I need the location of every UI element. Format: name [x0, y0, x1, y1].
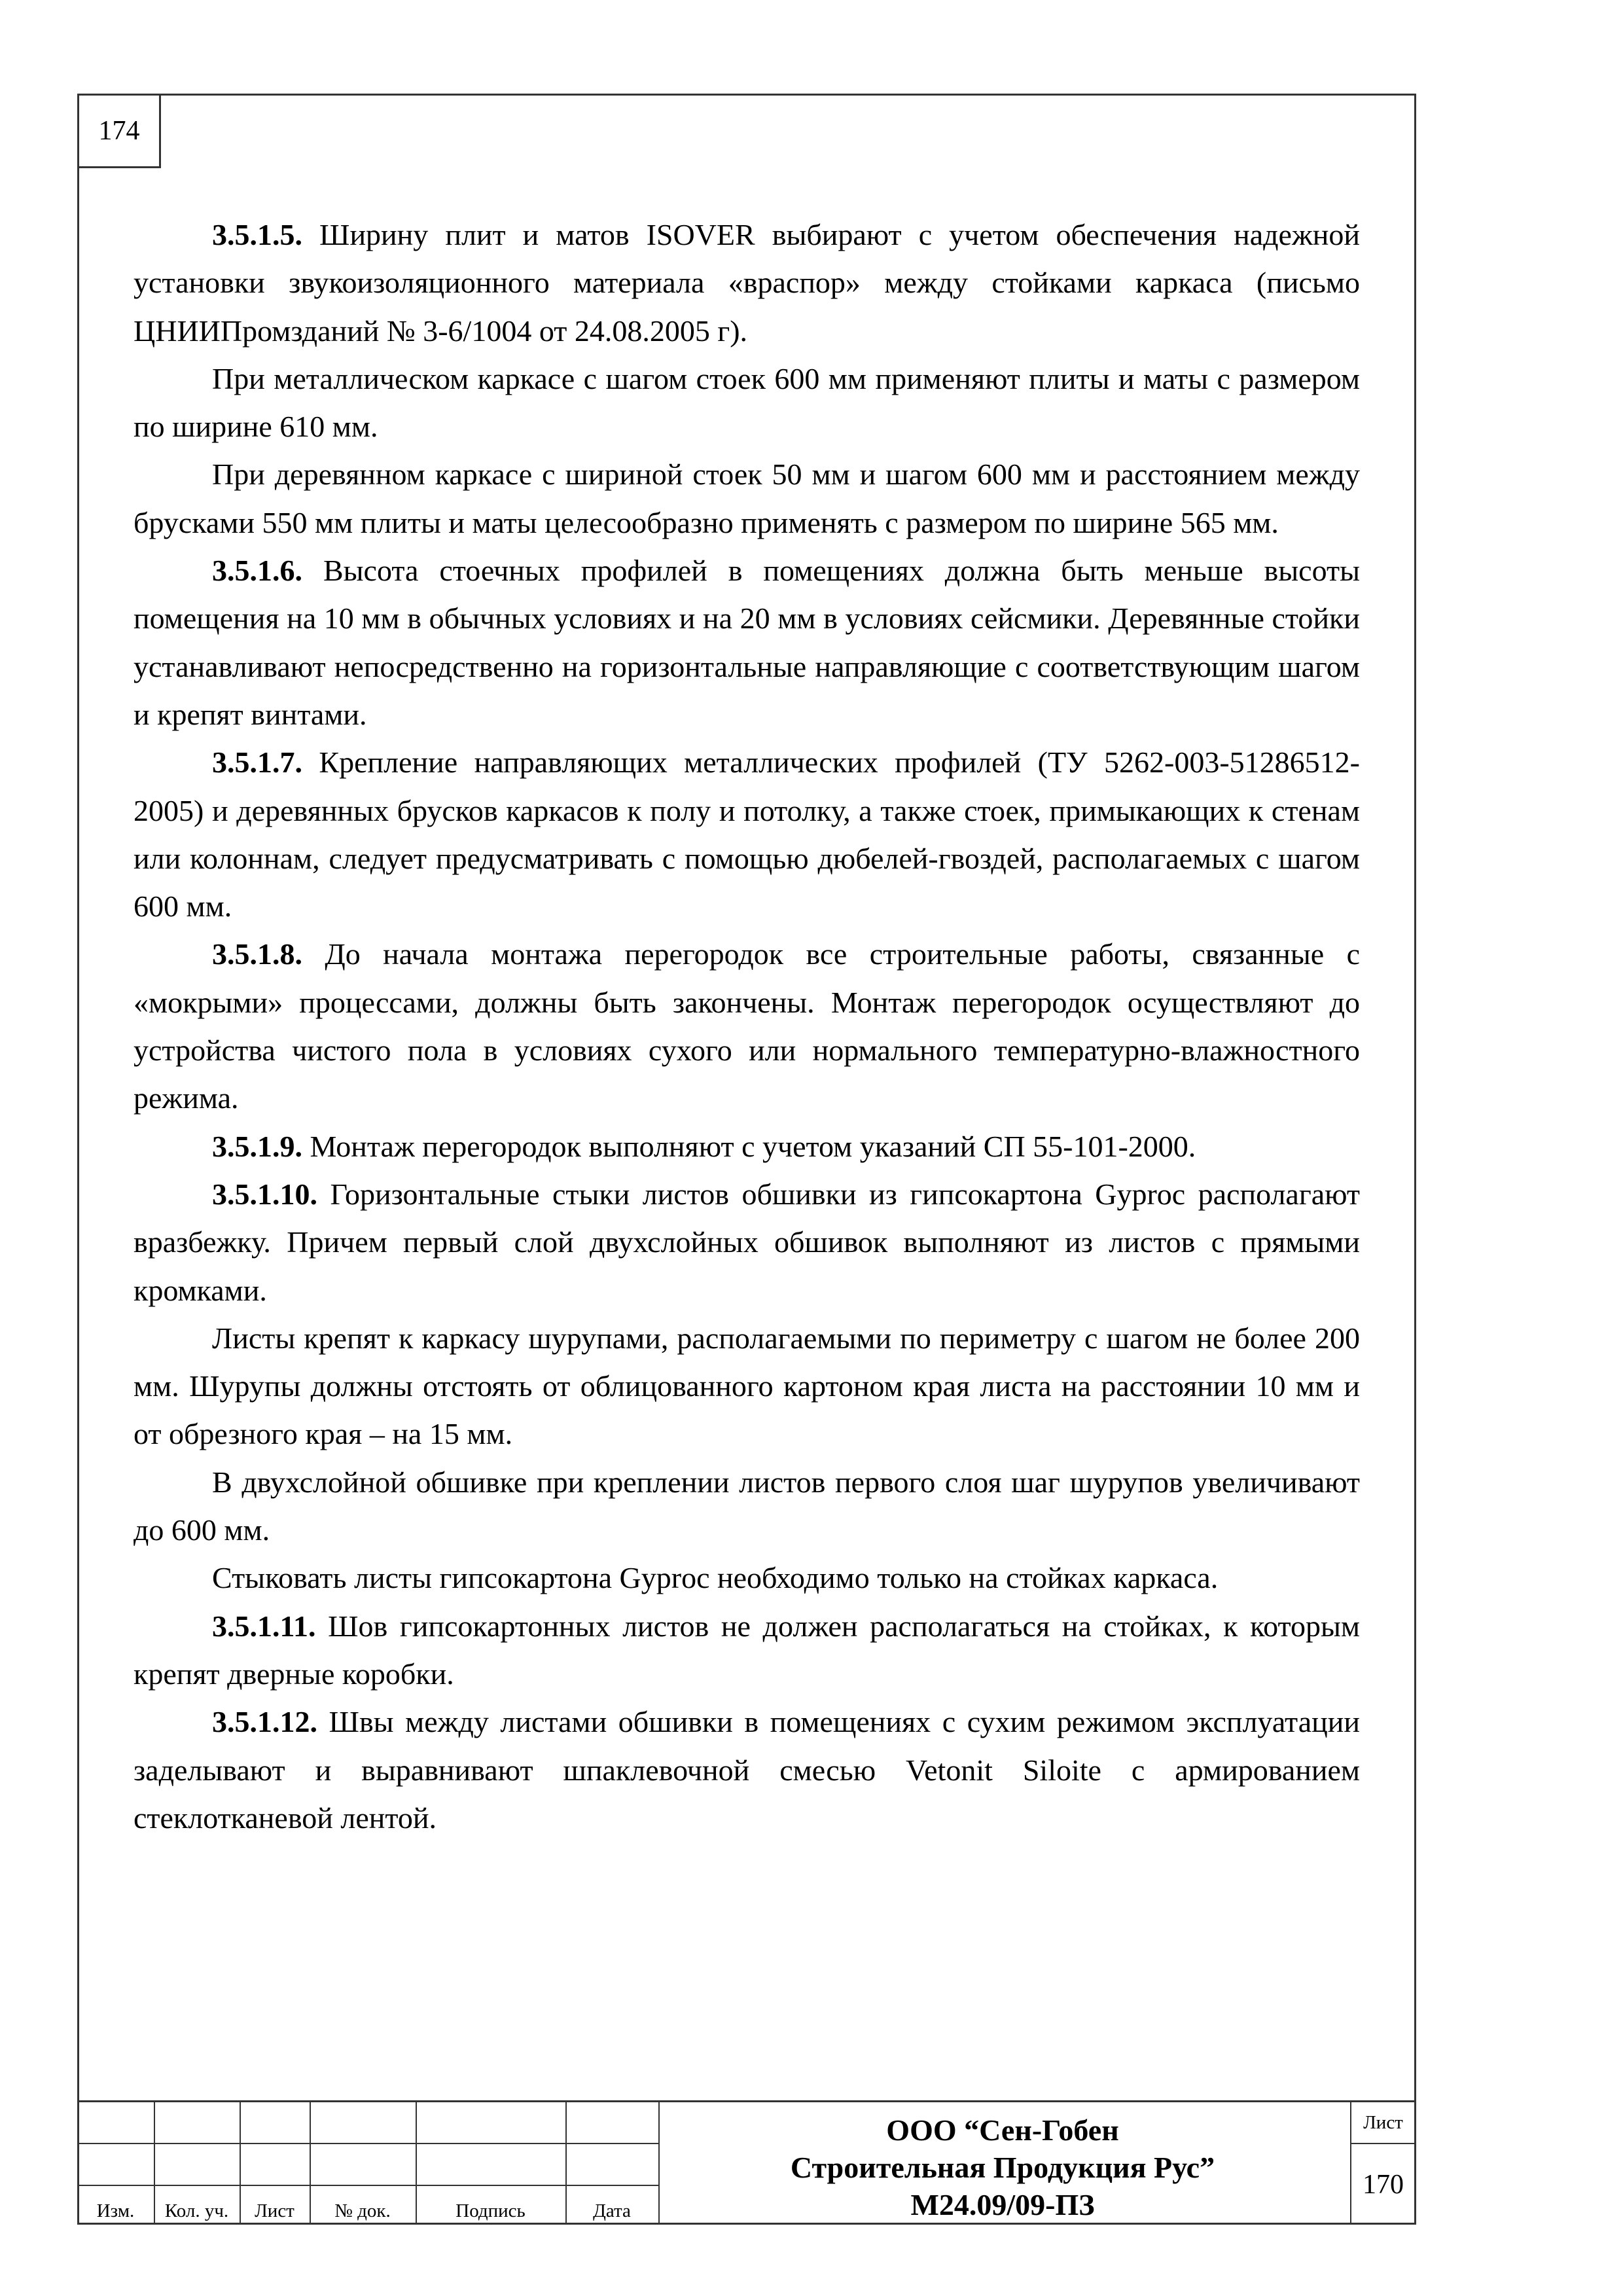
grid-line: [77, 2185, 658, 2186]
paragraph-text: До начала монтажа перегородок все строительные работы, связанные с «мокрыми» процессами, должны быть закончены. Монтаж перегородок осуществляют до устройства чистого пола в условиях сухого или нормального температурно-влажностного режима.: [134, 937, 1360, 1115]
column-label-doc: № док.: [334, 2200, 391, 2221]
paragraph-text: При металлическом каркасе с шагом стоек 600 мм применяют плиты и маты с размером по ширине 610 мм.: [134, 361, 1360, 444]
paragraph: [134, 450, 1360, 547]
paragraph: [134, 355, 1360, 451]
paragraph-text: Высота стоечных профилей в помещениях должна быть меньше высоты помещения на 10 мм в обычных условиях и на 20 мм в условиях сейсмики. Деревянные стойки устанавливают непосредственно на горизонтальные направляющие с соответствующим шагом и крепят винтами.: [134, 554, 1360, 731]
paragraph-text: Крепление направляющих металлических профилей (ТУ 5262-003-51286512-2005) и деревянных брусков каркасов к полу и потолку, а также стоек, примыкающих к стенам или колоннам, следует предусматривать с помощью дюбелей-гвоздей, располагаемых с шагом 600 мм.: [134, 745, 1360, 924]
clause-number: 3.5.1.12.: [212, 1705, 317, 1739]
column-label-izm: Изм.: [96, 2200, 135, 2221]
paragraph: [134, 547, 1360, 738]
title-block: [77, 2100, 1416, 2225]
sheet-number: 170: [1363, 2170, 1404, 2200]
clause-number: 3.5.1.7.: [212, 745, 302, 780]
paragraph-text: Стыковать листы гипсокартона Gyproc необходимо только на стойках каркаса.: [212, 1561, 1219, 1595]
paragraph: [134, 738, 1360, 930]
paragraph-text: Швы между листами обшивки в помещениях с сухим режимом эксплуатации заделывают и выравнивают шпаклевочной смесью Vetonit Siloite с армированием стеклотканевой лентой.: [134, 1705, 1360, 1835]
paragraph-text: Ширину плит и матов ISOVER выбирают с учетом обеспечения надежной установки звукоизоляционного материала «враспор» между стойками каркаса (письмо ЦНИИПромзданий № 3-6/1004 от 24.08.2005 г).: [134, 218, 1360, 348]
paragraph: [134, 1170, 1360, 1314]
document-body: [134, 211, 1360, 1842]
paragraph-text: Шов гипсокартонных листов не должен располагаться на стойках, к которым крепят дверные коробки.: [134, 1609, 1360, 1691]
grid-line: [77, 2143, 658, 2144]
paragraph-text: Монтаж перегородок выполняют с учетом указаний СП 55-101-2000.: [302, 1129, 1196, 1163]
paragraph: [134, 211, 1360, 355]
clause-number: 3.5.1.6.: [212, 554, 302, 588]
paragraph: [134, 1554, 1360, 1602]
paragraph-text: В двухслойной обшивке при креплении листов первого слоя шаг шурупов увеличивают до 600 мм.: [134, 1465, 1360, 1547]
organization-block: [658, 2111, 1347, 2223]
column-label-kol: Кол. уч.: [164, 2200, 229, 2221]
clause-number: 3.5.1.11.: [212, 1609, 316, 1643]
paragraph: [134, 1458, 1360, 1554]
paragraph-text: Горизонтальные стыки листов обшивки из гипсокартона Gyproc располагают вразбежку. Причем первый слой двухслойных обшивок выполняют из листов с прямыми кромками.: [134, 1177, 1360, 1307]
document-code: М24.09/09-ПЗ: [910, 2188, 1095, 2221]
paragraph: [134, 1602, 1360, 1698]
clause-number: 3.5.1.8.: [212, 937, 302, 971]
sheet-label: Лист: [1363, 2112, 1403, 2133]
paragraph: [134, 1314, 1360, 1458]
column-label-sign: Подпись: [455, 2200, 526, 2221]
clause-number: 3.5.1.5.: [212, 218, 302, 251]
paragraph-text: При деревянном каркасе с шириной стоек 50 мм и шагом 600 мм и расстоянием между брусками 550 мм плиты и маты целесообразно применять с размером по ширине 565 мм.: [134, 457, 1360, 539]
page-number: 174: [77, 94, 161, 168]
column-label-list: Лист: [255, 2200, 294, 2221]
org-name-line1: ООО “Сен-Гобен: [886, 2113, 1119, 2147]
paragraph: [134, 1698, 1360, 1842]
paragraph: [134, 930, 1360, 1122]
clause-number: 3.5.1.9.: [212, 1129, 302, 1163]
paragraph-text: Листы крепят к каркасу шурупами, располагаемыми по периметру с шагом не более 200 мм. Шурупы должны отстоять от облицованного картоном края листа на расстоянии 10 мм и от обрезного края – на 15 мм.: [134, 1321, 1360, 1451]
paragraph: [134, 1122, 1360, 1170]
clause-number: 3.5.1.10.: [212, 1177, 317, 1211]
org-name-line2: Строительная Продукция Рус”: [790, 2151, 1215, 2184]
column-label-date: Дата: [593, 2200, 631, 2221]
